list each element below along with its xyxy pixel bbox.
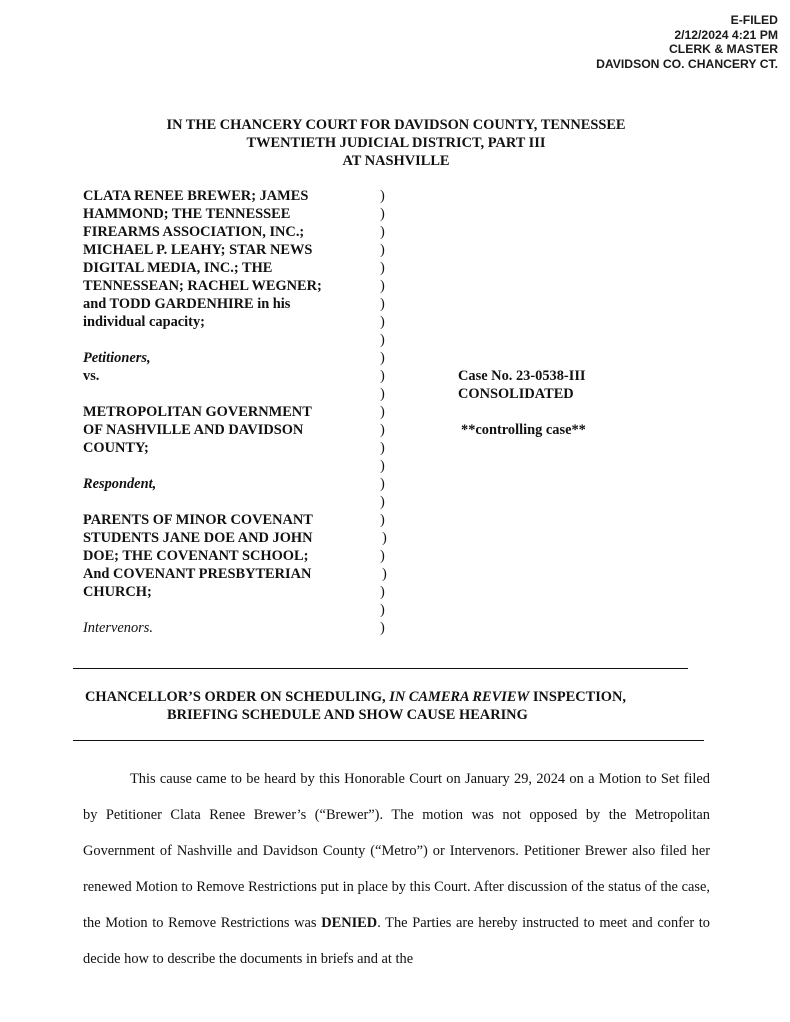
petitioner-line: FIREARMS ASSOCIATION, INC.;	[83, 224, 305, 240]
caption-parenthesis: )	[380, 620, 385, 636]
caption-parenthesis: )	[380, 386, 385, 402]
efiled-court: DAVIDSON CO. CHANCERY CT.	[596, 56, 778, 71]
intervenor-line: PARENTS OF MINOR COVENANT	[83, 512, 313, 528]
caption-parenthesis: )	[380, 296, 385, 312]
case-number: Case No. 23-0538-III	[458, 368, 586, 384]
efiled-clerk: CLERK & MASTER	[668, 42, 778, 57]
body-paragraph	[83, 761, 710, 977]
caption-parenthesis: )	[380, 350, 385, 366]
efiled-datetime: 2/12/2024 4:21 PM	[674, 27, 778, 42]
denied-emphasis: DENIED	[321, 915, 378, 931]
caption-parenthesis-column	[380, 187, 387, 637]
intervenor-line: And COVENANT PRESBYTERIAN	[83, 566, 312, 582]
order-title-part: INSPECTION,	[529, 689, 626, 705]
petitioner-line: CLATA RENEE BREWER; JAMES	[83, 188, 309, 204]
caption-parenthesis: )	[380, 206, 385, 222]
spacer	[83, 601, 373, 619]
petitioner-line: HAMMOND; THE TENNESSEE	[83, 206, 291, 222]
court-heading-line-2: TWENTIETH JUDICIAL DISTRICT, PART III	[246, 135, 546, 151]
case-caption-parties	[83, 187, 373, 637]
petitioners-label: Petitioners,	[83, 350, 151, 366]
intervenor-line: CHURCH;	[83, 584, 152, 600]
respondent-label: Respondent,	[83, 476, 157, 492]
efiled-label: E-FILED	[730, 13, 778, 27]
caption-parenthesis: )	[380, 548, 385, 564]
intervenor-line: STUDENTS JANE DOE AND JOHN	[83, 530, 313, 546]
spacer	[83, 493, 373, 511]
caption-parenthesis: )	[380, 584, 385, 600]
caption-parenthesis: )	[380, 314, 385, 330]
body-text-part: . The Parties are hereby instructed to meet and confer to decide how to describe the documents in briefs and at the	[83, 915, 711, 967]
versus-label: vs.	[83, 368, 100, 384]
caption-parenthesis: )	[382, 530, 387, 546]
court-heading-line-3: AT NASHVILLE	[342, 153, 450, 169]
caption-parenthesis: )	[380, 602, 385, 618]
order-title-line-2: BRIEFING SCHEDULE AND SHOW CAUSE HEARING	[167, 707, 528, 723]
caption-parenthesis: )	[380, 440, 385, 456]
title-top-rule	[73, 668, 688, 669]
spacer	[83, 457, 373, 475]
petitioner-line: individual capacity;	[83, 314, 205, 330]
petitioner-line: DIGITAL MEDIA, INC.; THE	[83, 260, 273, 276]
respondent-line: METROPOLITAN GOVERNMENT	[83, 404, 312, 420]
title-bottom-rule	[73, 740, 704, 741]
caption-parenthesis: )	[380, 494, 385, 510]
order-title-line-1	[85, 688, 626, 706]
court-heading	[0, 116, 790, 170]
order-title-italic: IN CAMERA REVIEW	[389, 689, 530, 705]
efiled-stamp	[596, 13, 778, 71]
respondent-line: COUNTY;	[83, 440, 149, 456]
intervenors-label: Intervenors.	[83, 620, 153, 636]
caption-parenthesis: )	[380, 188, 385, 204]
court-heading-line-1: IN THE CHANCERY COURT FOR DAVIDSON COUNTY, TENNESSEE	[166, 117, 626, 133]
spacer	[83, 385, 373, 403]
controlling-case-label: **controlling case**	[461, 422, 586, 438]
caption-parenthesis: )	[380, 224, 385, 240]
petitioner-line: MICHAEL P. LEAHY; STAR NEWS	[83, 242, 313, 258]
order-body	[83, 761, 710, 977]
caption-parenthesis: )	[380, 512, 385, 528]
caption-parenthesis: )	[380, 458, 385, 474]
caption-parenthesis: )	[380, 278, 385, 294]
case-number-block	[458, 367, 586, 439]
caption-parenthesis: )	[380, 476, 385, 492]
caption-parenthesis: )	[380, 260, 385, 276]
caption-parenthesis: )	[380, 404, 385, 420]
order-title-part: CHANCELLOR’S ORDER ON SCHEDULING,	[85, 689, 390, 705]
caption-parenthesis: )	[382, 566, 387, 582]
intervenor-line: DOE; THE COVENANT SCHOOL;	[83, 548, 309, 564]
petitioner-line: and TODD GARDENHIRE in his	[83, 296, 291, 312]
body-text-part: This cause came to be heard by this Honorable Court on January 29, 2024 on a Motion to Set filed by Petitioner Clata Renee Brewer’s (“Brewer”). The motion was not opposed by the Metropolitan Government of Nashville and Davidson County (“Metro”) or Intervenors. Petitioner Brewer also filed her renewed Motion to Remove Restrictions put in place by this Court. After discussion of the status of the case, the Motion to Remove Restrictions was	[83, 771, 710, 931]
spacer	[83, 331, 373, 349]
petitioner-line: TENNESSEAN; RACHEL WEGNER;	[83, 278, 322, 294]
caption-parenthesis: )	[380, 242, 385, 258]
respondent-line: OF NASHVILLE AND DAVIDSON	[83, 422, 304, 438]
caption-parenthesis: )	[380, 368, 385, 384]
caption-parenthesis: )	[380, 332, 385, 348]
caption-parenthesis: )	[380, 422, 385, 438]
consolidated-label: CONSOLIDATED	[458, 386, 574, 402]
